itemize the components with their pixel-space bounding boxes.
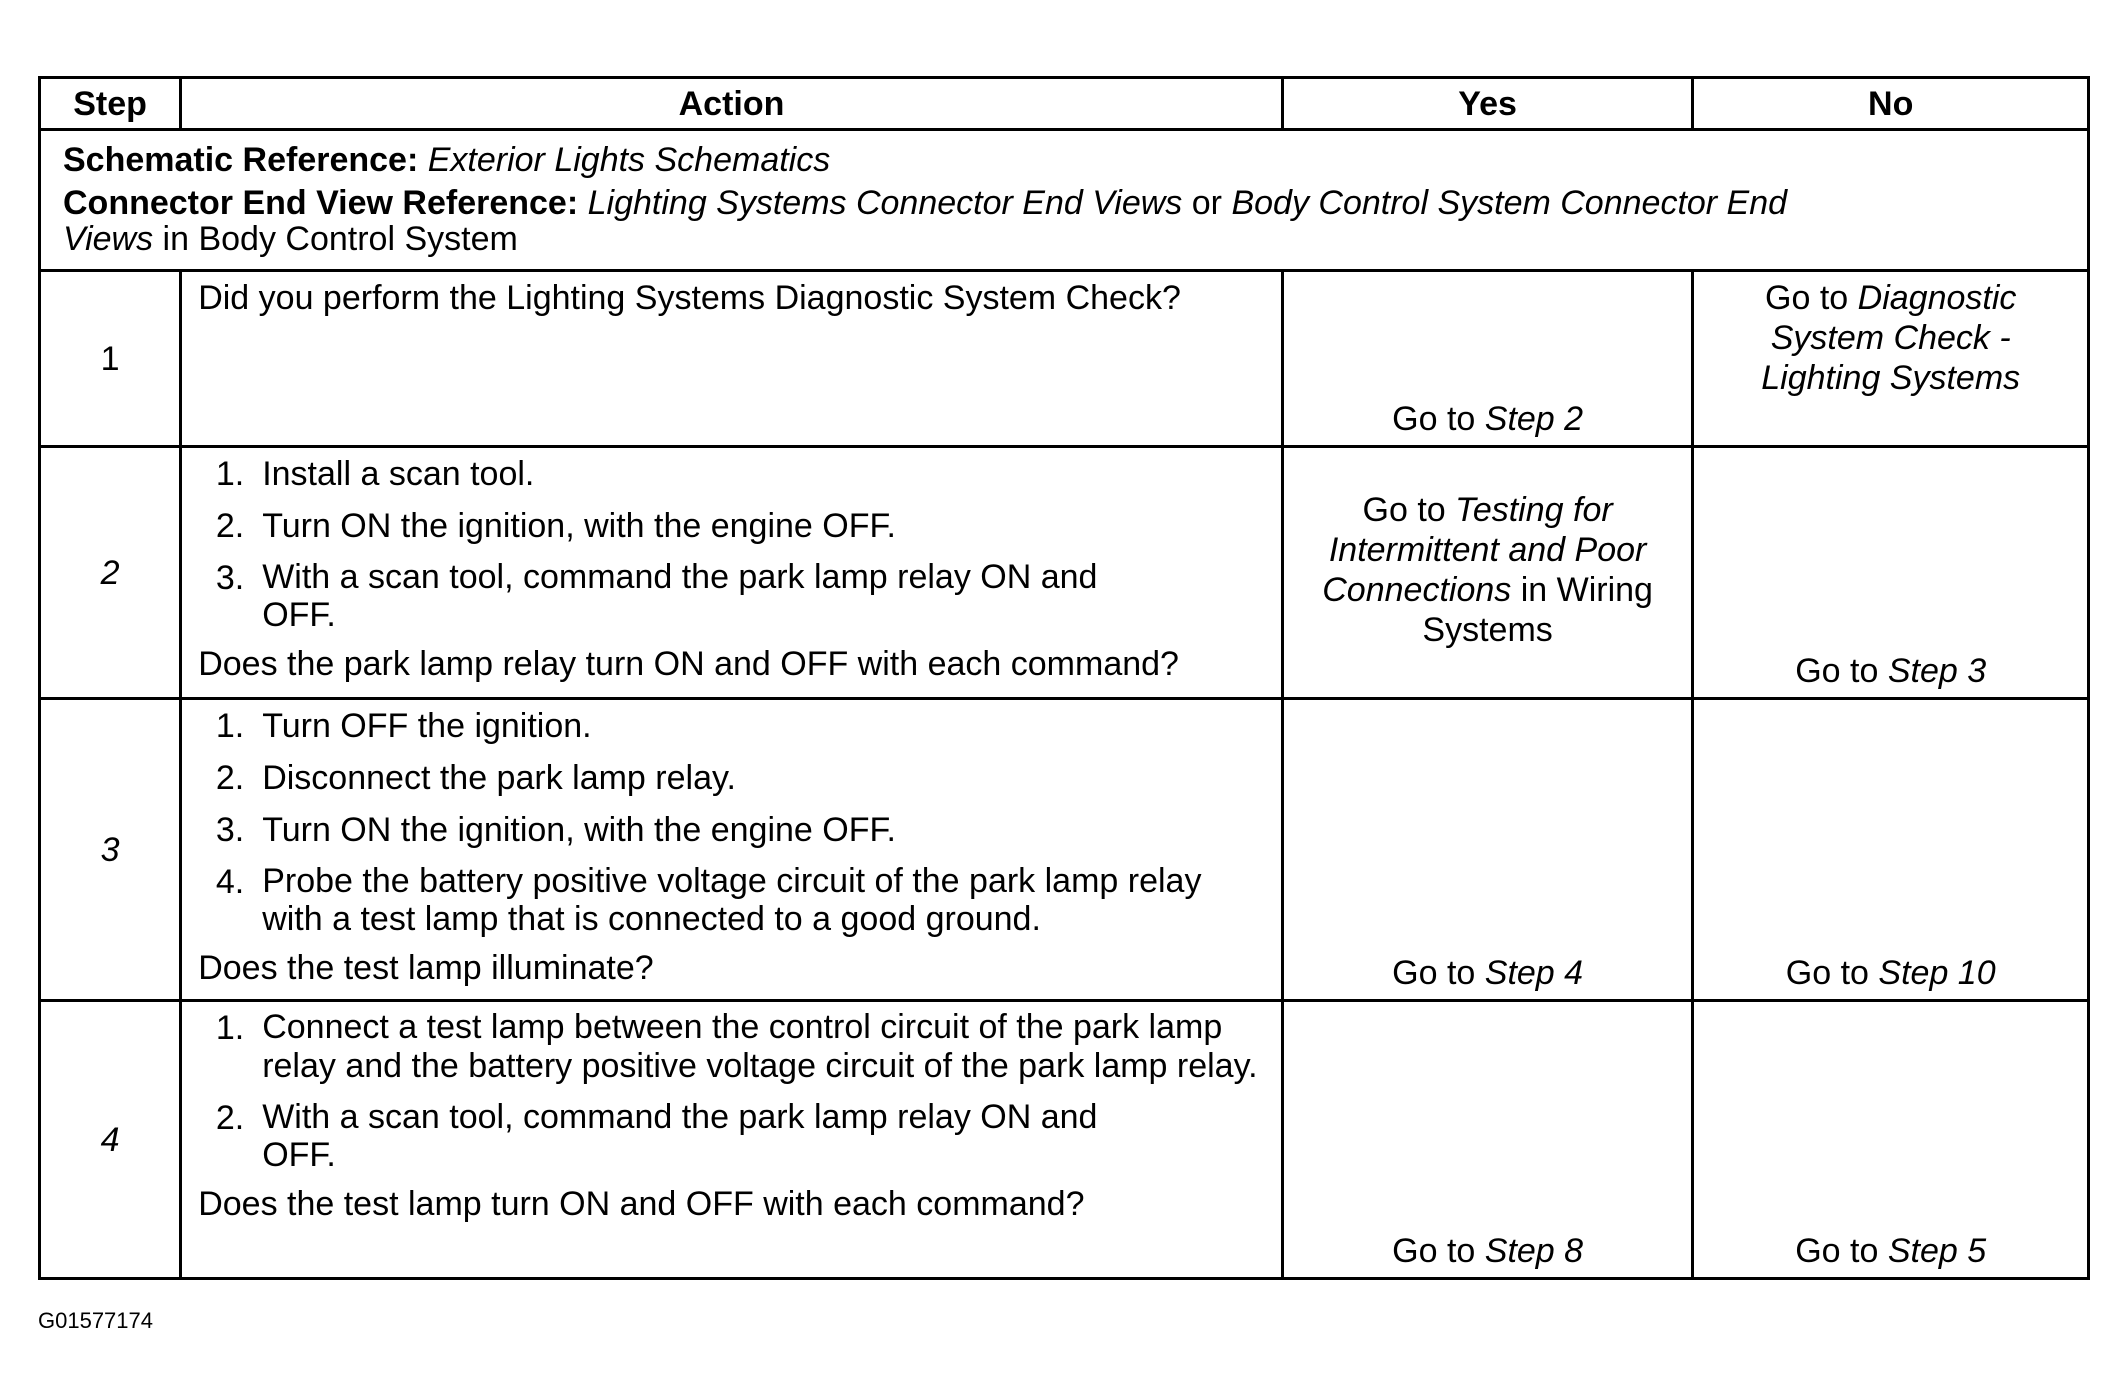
list-item: 1. Install a scan tool. (215, 455, 535, 493)
reference-row (40, 130, 2089, 271)
yes-target: Step 8 (1484, 1232, 1584, 1270)
yes-cell (1282, 271, 1693, 447)
list-item: 4. Probe the battery positive voltage circuit of the park lamp relay with a test lamp that is connected to a good ground. (215, 862, 1202, 938)
connector-reference-suffix: in Body Control System (162, 220, 518, 258)
step-instructions (198, 706, 1267, 938)
no-answer (1694, 953, 2087, 993)
action-cell (181, 699, 1283, 1001)
connector-reference-or: or (1191, 184, 1222, 222)
connector-reference (63, 185, 1853, 257)
schematic-reference (63, 141, 2071, 179)
step-number: 4 (40, 1001, 181, 1279)
yes-cell (1282, 447, 1693, 699)
connector-reference-value-2: Body Control System Connector End Views (63, 184, 1788, 258)
connector-reference-value-1: Lighting Systems Connector End Views (587, 184, 1183, 222)
step-row-2 (40, 447, 2089, 699)
yes-cell (1282, 1001, 1693, 1279)
yes-prefix: Go to (1392, 1232, 1476, 1270)
no-prefix: Go to (1795, 1232, 1879, 1270)
header-yes: Yes (1282, 78, 1693, 130)
yes-answer (1284, 953, 1692, 993)
no-answer (1694, 651, 2087, 691)
header-no: No (1693, 78, 2089, 130)
yes-prefix: Go to (1362, 491, 1446, 529)
step-question: Does the test lamp illuminate? (198, 949, 654, 987)
figure-id: G01577174 (38, 1308, 153, 1333)
reference-cell (40, 130, 2089, 271)
no-cell (1693, 447, 2089, 699)
step-question: Does the test lamp turn ON and OFF with each command? (198, 1185, 1085, 1223)
no-target: Diagnostic System Check - Lighting Systems (1761, 279, 2021, 397)
action-cell (181, 1001, 1283, 1279)
step-question: Does the park lamp relay turn ON and OFF with each command? (198, 645, 1179, 683)
action-cell (181, 447, 1283, 699)
no-cell (1693, 1001, 2089, 1279)
yes-suffix: in Wiring Systems (1422, 571, 1653, 649)
no-cell (1693, 271, 2089, 447)
list-item: 3. With a scan tool, command the park lamp relay ON and OFF. (215, 558, 1098, 634)
action-cell (181, 271, 1283, 447)
step-row-1 (40, 271, 2089, 447)
list-item: 2. With a scan tool, command the park lamp relay ON and OFF. (215, 1098, 1098, 1174)
step-number: 1 (40, 271, 181, 447)
list-item: 1. Connect a test lamp between the control circuit of the park lamp relay and the battery positive voltage circuit of the park lamp relay. (215, 1008, 1258, 1085)
list-item: 3. Turn ON the ignition, with the engine OFF. (215, 811, 896, 849)
schematic-reference-label: Schematic Reference: (63, 141, 419, 179)
no-target: Step 5 (1887, 1232, 1987, 1270)
no-prefix: Go to (1765, 279, 1849, 317)
step-instructions (198, 1008, 1267, 1174)
yes-prefix: Go to (1392, 400, 1476, 438)
step-row-3 (40, 699, 2089, 1001)
header-action: Action (181, 78, 1283, 130)
no-answer (1694, 272, 2087, 398)
no-target: Step 10 (1878, 954, 1996, 992)
no-prefix: Go to (1785, 954, 1869, 992)
no-prefix: Go to (1795, 652, 1879, 690)
connector-reference-label: Connector End View Reference: (63, 184, 579, 222)
step-instructions (198, 454, 1267, 634)
no-cell (1693, 699, 2089, 1001)
yes-target: Step 4 (1484, 954, 1584, 992)
yes-target: Testing for Intermittent and Poor Connections (1322, 491, 1647, 609)
yes-cell (1282, 699, 1693, 1001)
list-item: 2. Turn ON the ignition, with the engine OFF. (215, 507, 896, 545)
no-answer (1694, 1231, 2087, 1271)
step-row-4 (40, 1001, 2089, 1279)
yes-answer (1284, 399, 1692, 439)
schematic-reference-value: Exterior Lights Schematics (427, 141, 831, 179)
diagnostic-table (38, 76, 2090, 1280)
header-step: Step (40, 78, 181, 130)
yes-answer (1284, 1231, 1692, 1271)
step-number: 3 (40, 699, 181, 1001)
yes-target: Step 2 (1484, 400, 1584, 438)
yes-prefix: Go to (1392, 954, 1476, 992)
yes-answer (1284, 490, 1692, 650)
step-number: 2 (40, 447, 181, 699)
list-item: 1. Turn OFF the ignition. (215, 707, 592, 745)
no-target: Step 3 (1887, 652, 1987, 690)
list-item: 2. Disconnect the park lamp relay. (215, 759, 736, 797)
step-question: Did you perform the Lighting Systems Diagnostic System Check? (198, 279, 1181, 317)
header-row (40, 78, 2089, 130)
